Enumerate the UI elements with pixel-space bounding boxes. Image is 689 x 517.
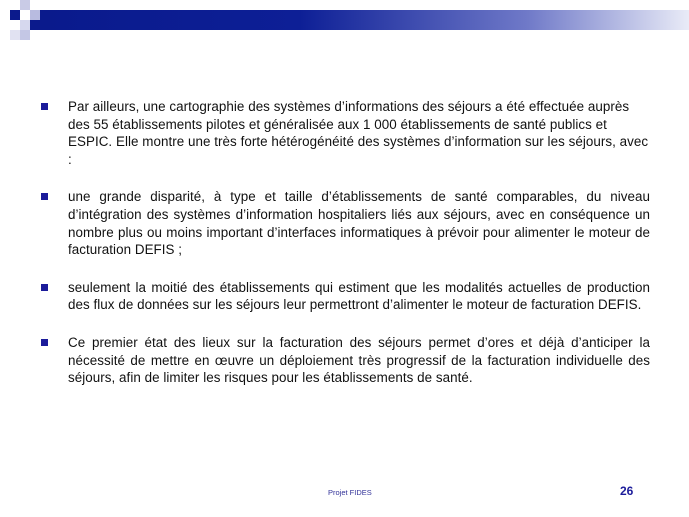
bullet-text: Ce premier état des lieux sur la facturation des séjours permet d’ores et déjà d’anticiper la nécessité de mettre en œuvre un déploiement très progressif de la facturation individuelle des séjours, afin de limiter les risques pour les établissements de santé.: [68, 334, 650, 386]
bullet-text: une grande disparité, à type et taille d’établissements de santé comparables, du niveau d’intégration des systèmes d’information hospitaliers liés aux séjours, avec en conséquence un nombre plus ou moins important d’interfaces informatiques à prévoir pour alimenter le moteur de facturation DEFIS ;: [68, 189, 650, 258]
square-bullet-icon: [41, 339, 48, 346]
bullet-item: [38, 188, 650, 258]
square-bullet-icon: [41, 103, 48, 110]
slide-body: [38, 98, 650, 407]
deco-square: [10, 10, 20, 20]
square-bullet-icon: [41, 284, 48, 291]
deco-square: [20, 30, 30, 40]
header-decoration: [0, 0, 689, 50]
deco-square: [20, 0, 30, 10]
footer-project-label: Projet FIDES: [328, 488, 372, 497]
bullet-item: [38, 98, 650, 168]
square-bullet-icon: [41, 193, 48, 200]
bullet-item: [38, 279, 650, 314]
bullet-item: [38, 334, 650, 387]
bullet-text: Par ailleurs, une cartographie des systèmes d’informations des séjours a été effectuée auprès des 55 établissements pilotes et généralisée aux 1 000 établissements de santé publics et ESPIC. Elle montre une très forte hétérogénéité des systèmes d’information sur les séjours, avec :: [68, 99, 649, 167]
deco-square: [30, 20, 40, 30]
header-gradient-bar: [40, 10, 689, 30]
page-number: 26: [620, 484, 634, 498]
deco-square: [30, 10, 40, 20]
deco-square: [20, 20, 30, 30]
deco-square: [10, 30, 20, 40]
bullet-text: seulement la moitié des établissements qui estiment que les modalités actuelles de production des flux de données sur les séjours leur permettront d’alimenter le moteur de facturation DEFIS.: [68, 279, 650, 313]
